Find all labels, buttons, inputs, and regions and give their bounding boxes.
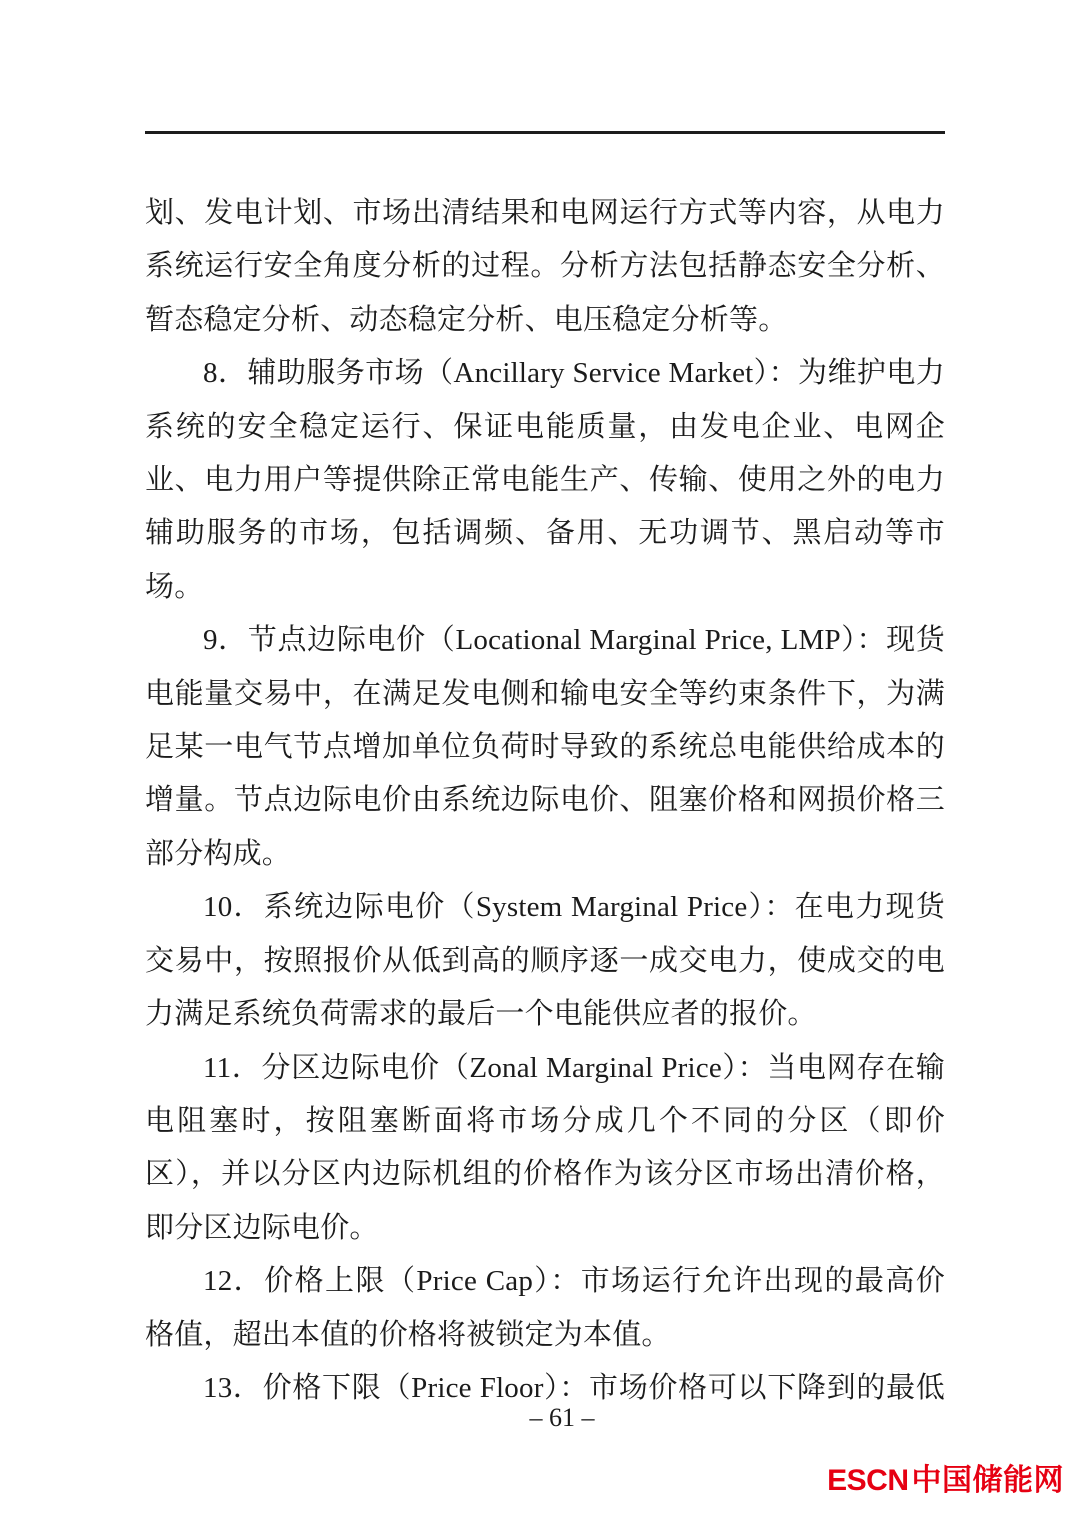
paragraph-term-13-price-floor: 13．价格下限（Price Floor）：市场价格可以下降到的最低 bbox=[203, 1371, 945, 1404]
paragraph-security-analysis-continued: 划、发电计划、市场出清结果和电网运行方式等内容，从电力系统运行安全角度分析的过程。分析方法包括静态安全分析、暂态稳定分析、动态稳定分析、电压稳定分析等。 bbox=[145, 197, 945, 336]
paragraph-term-8-ancillary-service-market: 8．辅助服务市场（Ancillary Service Market）：为维护电力系统的安全稳定运行、保证电能质量，由发电企业、电网企业、电力用户等提供除正常电能生产、传输、使用之外的电力辅助服务的市场，包括调频、备用、无功调节、黑启动等市场。 bbox=[145, 357, 945, 603]
escn-logo bbox=[827, 1464, 1064, 1498]
escn-logo-chinese: 中国储能网 bbox=[911, 1464, 1064, 1497]
paragraph-term-12-price-cap: 12．价格上限（Price Cap）：市场运行允许出现的最高价格值，超出本值的价格将被锁定为本值。 bbox=[145, 1265, 945, 1351]
document-body bbox=[145, 187, 945, 1415]
escn-logo-latin: ESCN bbox=[827, 1464, 909, 1497]
paragraph-term-9-locational-marginal-price: 9．节点边际电价（Locational Marginal Price, LMP）：现货电能量交易中，在满足发电侧和输电安全等约束条件下，为满足某一电气节点增加单位负荷时导致的系统总电能供给成本的增量。节点边际电价由系统边际电价、阻塞价格和网损价格三部分构成。 bbox=[145, 624, 945, 870]
paragraph-term-10-system-marginal-price: 10．系统边际电价（System Marginal Price）：在电力现货交易中，按照报价从低到高的顺序逐一成交电力，使成交的电力满足系统负荷需求的最后一个电能供应者的报价。 bbox=[145, 891, 945, 1031]
page-number: – 61 – bbox=[529, 1403, 595, 1432]
paragraph-term-11-zonal-marginal-price: 11．分区边际电价（Zonal Marginal Price）：当电网存在输电阻塞时，按阻塞断面将市场分成几个不同的分区（即价区），并以分区内边际机组的价格作为该分区市场出清价格，即分区边际电价。 bbox=[145, 1051, 945, 1244]
header-rule bbox=[145, 131, 945, 134]
